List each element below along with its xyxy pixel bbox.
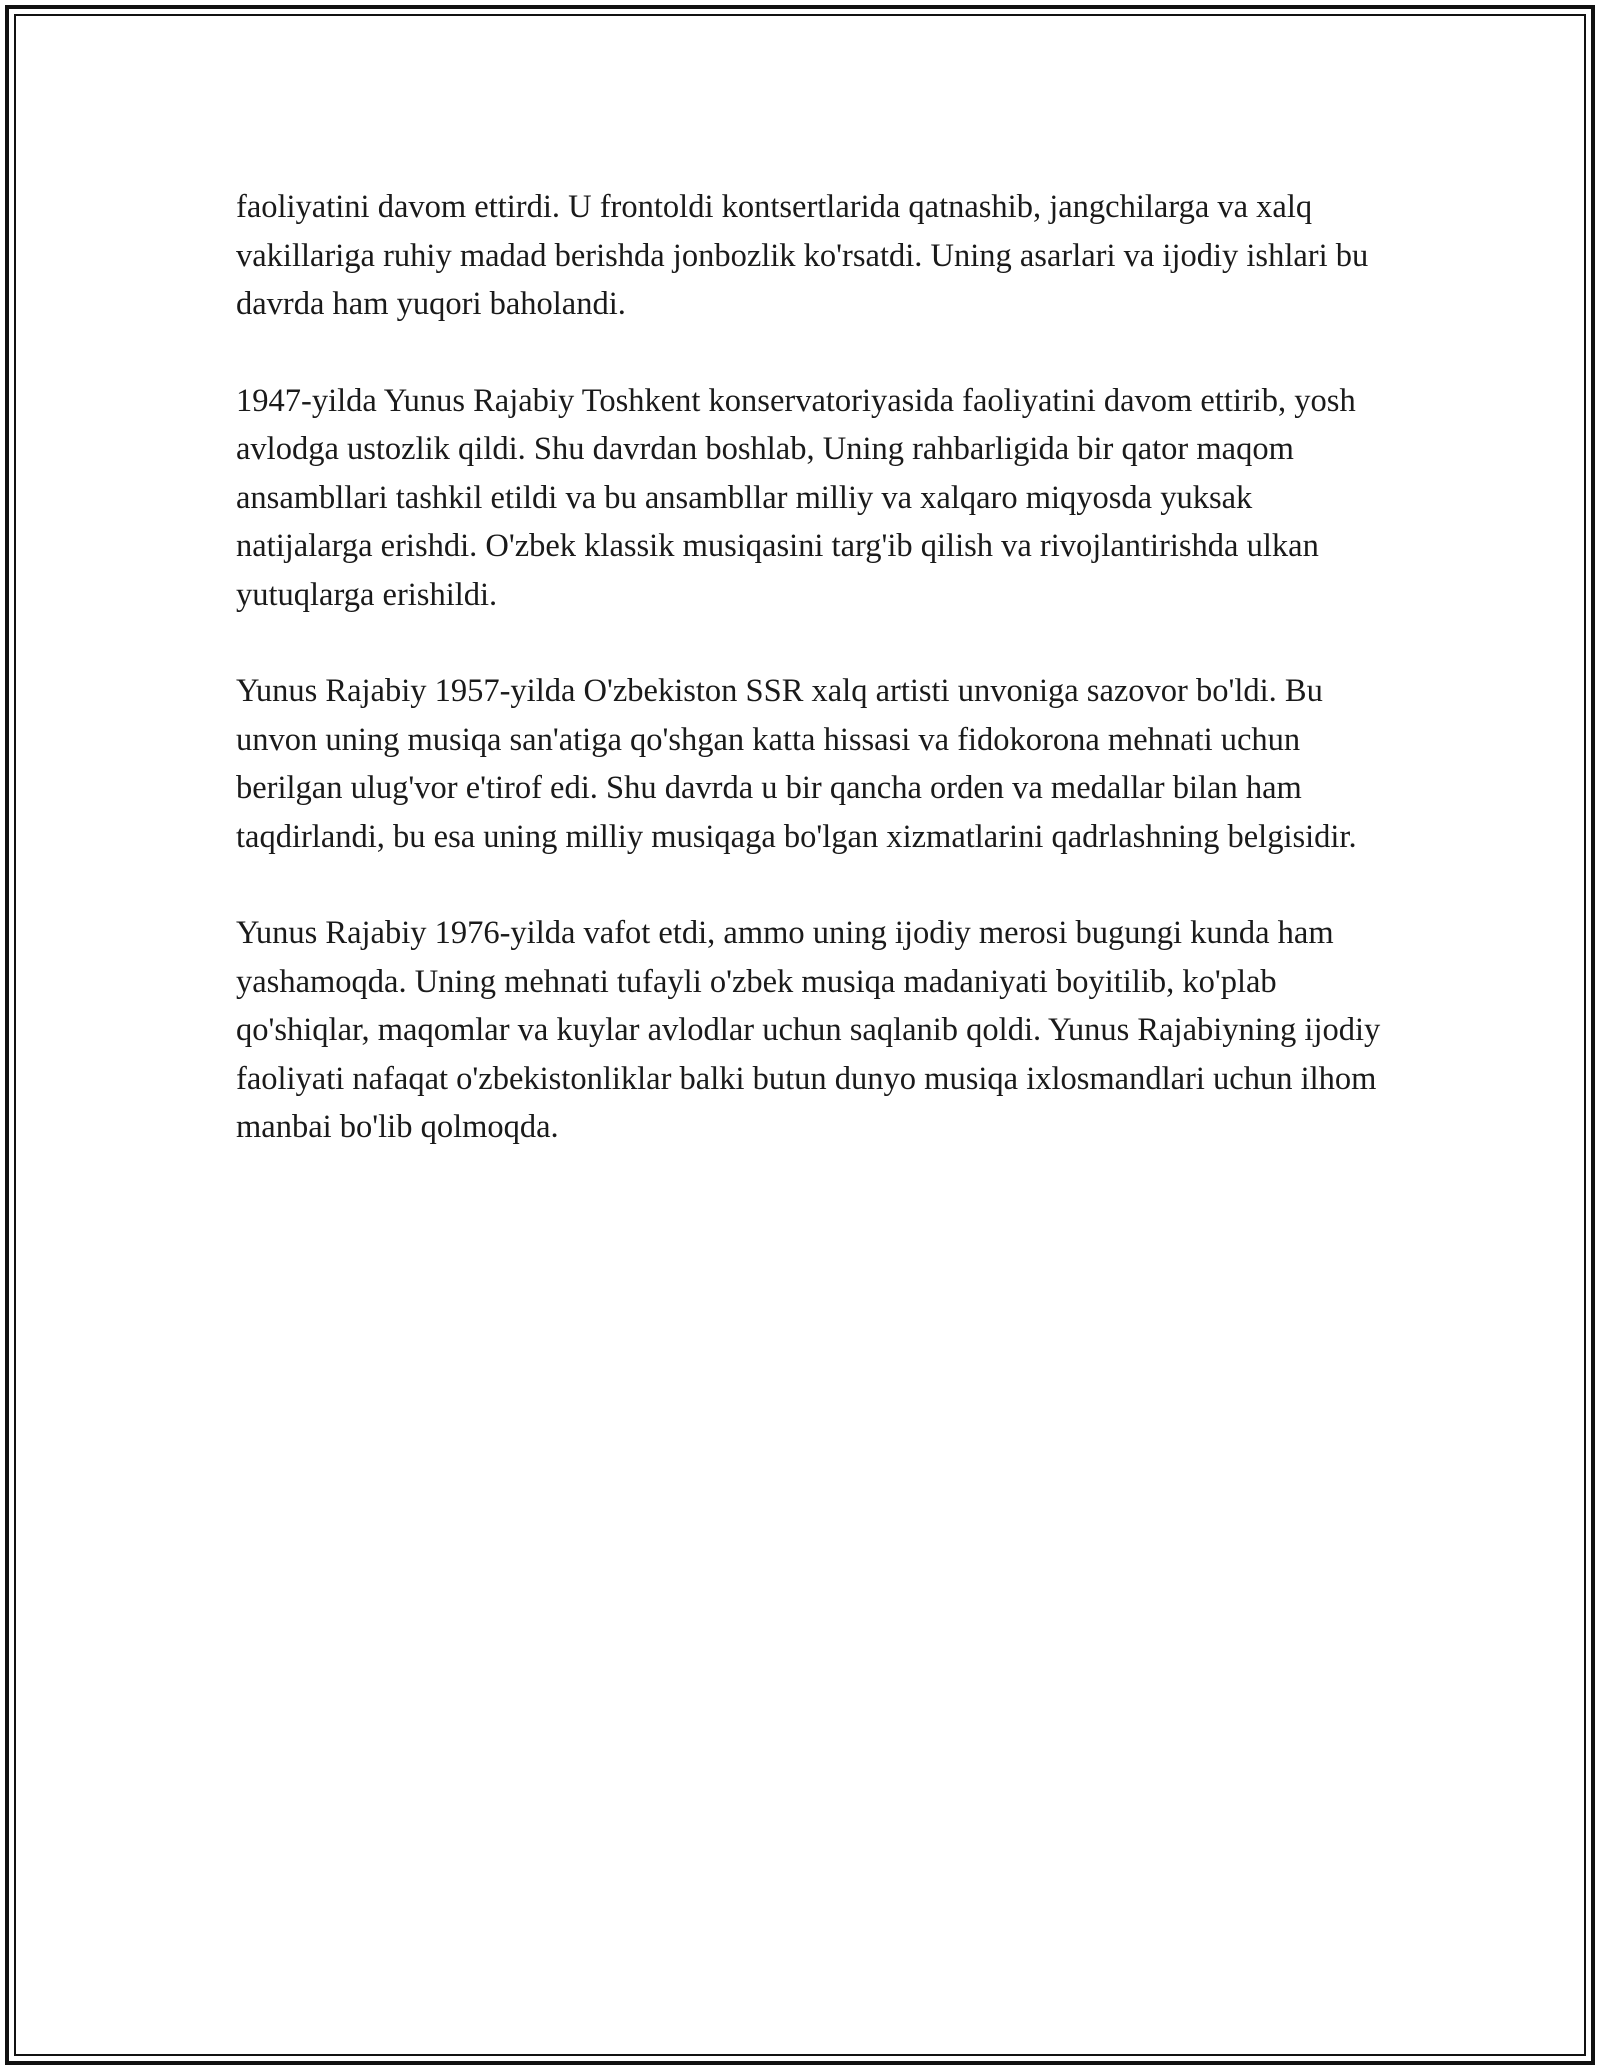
paragraph-3: Yunus Rajabiy 1957-yilda O'zbekiston SSR xalq artisti unvoniga sazovor bo'ldi. Bu unvon uning musiqa san'atiga qo'shgan katta hissasi va fidokorona mehnati uchun berilgan ulug'vor e'tirof edi. Shu davrda u bir qancha orden va medallar bilan ham taqdirlandi, bu esa uning milliy musiqaga bo'lgan xizmatlarini qadrlashning belgisidir. (236, 673, 1357, 855)
paragraph-2: 1947-yilda Yunus Rajabiy Toshkent konservatoriyasida faoliyatini davom ettirib, yosh avlodga ustozlik qildi. Shu davrdan boshlab, Uning rahbarligida bir qator maqom ansambllari tashkil etildi va bu ansambllar milliy va xalqaro miqyosda yuksak natijalarga erishdi. O'zbek klassik musiqasini targ'ib qilish va rivojlantirishda ulkan yutuqlarga erishildi. (236, 382, 1356, 613)
paragraph-1: faoliyatini davom ettirdi. U frontoldi kontsertlarida qatnashib, jangchilarga va xalq vakillariga ruhiy madad berishda jonbozlik ko'rsatdi. Uning asarlari va ijodiy ishlari bu davrda ham yuqori baholandi. (236, 189, 1369, 322)
document-body (236, 183, 1386, 1152)
paragraph-4: Yunus Rajabiy 1976-yilda vafot etdi, ammo uning ijodiy merosi bugungi kunda ham yashamoqda. Uning mehnati tufayli o'zbek musiqa madaniyati boyitilib, ko'plab qo'shiqlar, maqomlar va kuylar avlodlar uchun saqlanib qoldi. Yunus Rajabiyning ijodiy faoliyati nafaqat o'zbekistonliklar balki butun dunyo musiqa ixlosmandlari uchun ilhom manbai bo'lib qolmoqda. (236, 915, 1381, 1145)
